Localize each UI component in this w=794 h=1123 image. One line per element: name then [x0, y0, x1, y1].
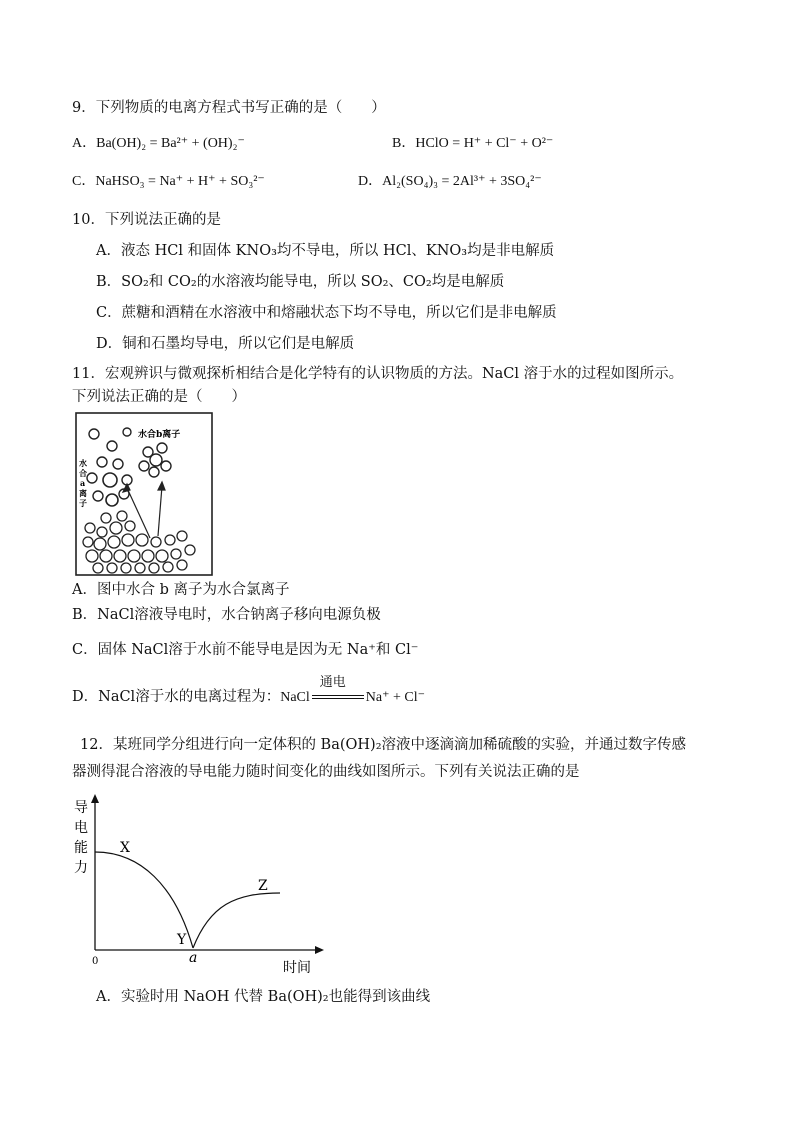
point-z-label: Z	[258, 878, 268, 894]
q9-option-a-formula: Ba(OH)₂ = Ba²⁺ + (OH)₂⁻	[96, 136, 245, 151]
q10-stem: 10．下列说法正确的是	[72, 212, 221, 228]
q12-option-a: A．实验时用 NaOH 代替 Ba(OH)₂也能得到该曲线	[96, 989, 431, 1005]
q9-option-b-label: B．	[392, 136, 416, 151]
q9-option-a	[72, 134, 245, 154]
svg-text:合: 合	[79, 468, 87, 478]
svg-text:子: 子	[79, 498, 87, 508]
q10-option-a: A．液态 HCl 和固体 KNO₃均不导电，所以 HCl、KNO₃均是非电解质	[96, 243, 555, 259]
svg-text:水: 水	[79, 458, 87, 468]
q10-option-b: B．SO₂和 CO₂的水溶液均能导电，所以 SO₂、CO₂均是电解质	[96, 274, 505, 290]
q11-stem-line2: 下列说法正确的是（ ）	[72, 389, 246, 405]
point-y-label: Y	[177, 932, 187, 948]
q11-option-d-arrow	[310, 675, 366, 707]
svg-text:力: 力	[74, 860, 88, 876]
q9-option-d-label: D．	[358, 174, 383, 189]
q11-option-d	[72, 675, 425, 708]
q11-option-d-condition: 通电	[319, 675, 346, 690]
q9-option-d	[358, 172, 542, 192]
q9-option-c-label: C．	[72, 174, 96, 189]
svg-text:a: a	[80, 478, 86, 488]
q12-stem-line2: 器测得混合溶液的导电能力随时间变化的曲线如图所示。下列有关说法正确的是	[72, 764, 580, 780]
q11-option-a: A．图中水合 b 离子为水合氯离子	[72, 582, 290, 598]
y-axis-label	[74, 800, 88, 876]
conductivity-chart	[70, 790, 335, 975]
hydrated-b-ion-label: 水合b离子	[138, 430, 181, 440]
q9-option-b	[392, 134, 553, 154]
q11-option-d-prefix: D．NaCl溶于水的电离过程为：	[72, 689, 281, 705]
hydrated-a-ion-label	[79, 458, 87, 508]
q11-option-d-right: Na⁺ + Cl⁻	[365, 690, 425, 705]
hydrated-b-ions	[139, 443, 171, 477]
nacl-dissolution-figure	[72, 410, 216, 578]
nacl-crystal	[83, 511, 195, 573]
q11-option-d-left: NaCl	[280, 690, 310, 705]
point-x-label: X	[120, 840, 130, 856]
q9-option-c-formula: NaHSO₃ = Na⁺ + H⁺ + SO₃²⁻	[95, 174, 265, 189]
q9-option-a-label: A．	[72, 136, 97, 151]
q10-option-d: D．铜和石墨均导电，所以它们是电解质	[96, 336, 355, 352]
q10-option-c: C．蔗糖和酒精在水溶液中和熔融状态下均不导电，所以它们是非电解质	[96, 305, 557, 321]
q12-stem-line1: 12．某班同学分组进行向一定体积的 Ba(OH)₂溶液中逐滴滴加稀硫酸的实验，并通过数字传感	[80, 737, 687, 753]
curve-increasing	[193, 893, 280, 948]
q11-option-b: B．NaCl溶液导电时，水合钠离子移向电源负极	[72, 607, 381, 623]
hydrated-a-ions	[103, 473, 118, 506]
q9-option-d-formula: Al₂(SO₄)₃ = 2Al³⁺ + 3SO₄²⁻	[382, 174, 542, 189]
svg-text:离: 离	[79, 488, 87, 498]
q11-option-c: C．固体 NaCl溶于水前不能导电是因为无 Na⁺和 Cl⁻	[72, 642, 419, 658]
svg-text:电: 电	[74, 820, 88, 836]
q9-stem: 9．下列物质的电离方程式书写正确的是（ ）	[72, 100, 386, 116]
x-axis-arrow	[315, 946, 324, 954]
svg-text:导: 导	[74, 800, 88, 816]
q9-option-b-formula: HClO = H⁺ + Cl⁻ + O²⁻	[415, 136, 554, 151]
q11-stem-line1: 11．宏观辨识与微观探析相结合是化学特有的认识物质的方法。NaCl 溶于水的过程如图所示。	[72, 366, 684, 382]
y-axis-arrow	[91, 794, 99, 803]
x-axis-label: 时间	[283, 960, 311, 975]
x-tick-a: a	[189, 950, 198, 966]
q9-option-c	[72, 172, 265, 192]
svg-text:能: 能	[74, 840, 88, 856]
origin-label: 0	[92, 956, 99, 967]
